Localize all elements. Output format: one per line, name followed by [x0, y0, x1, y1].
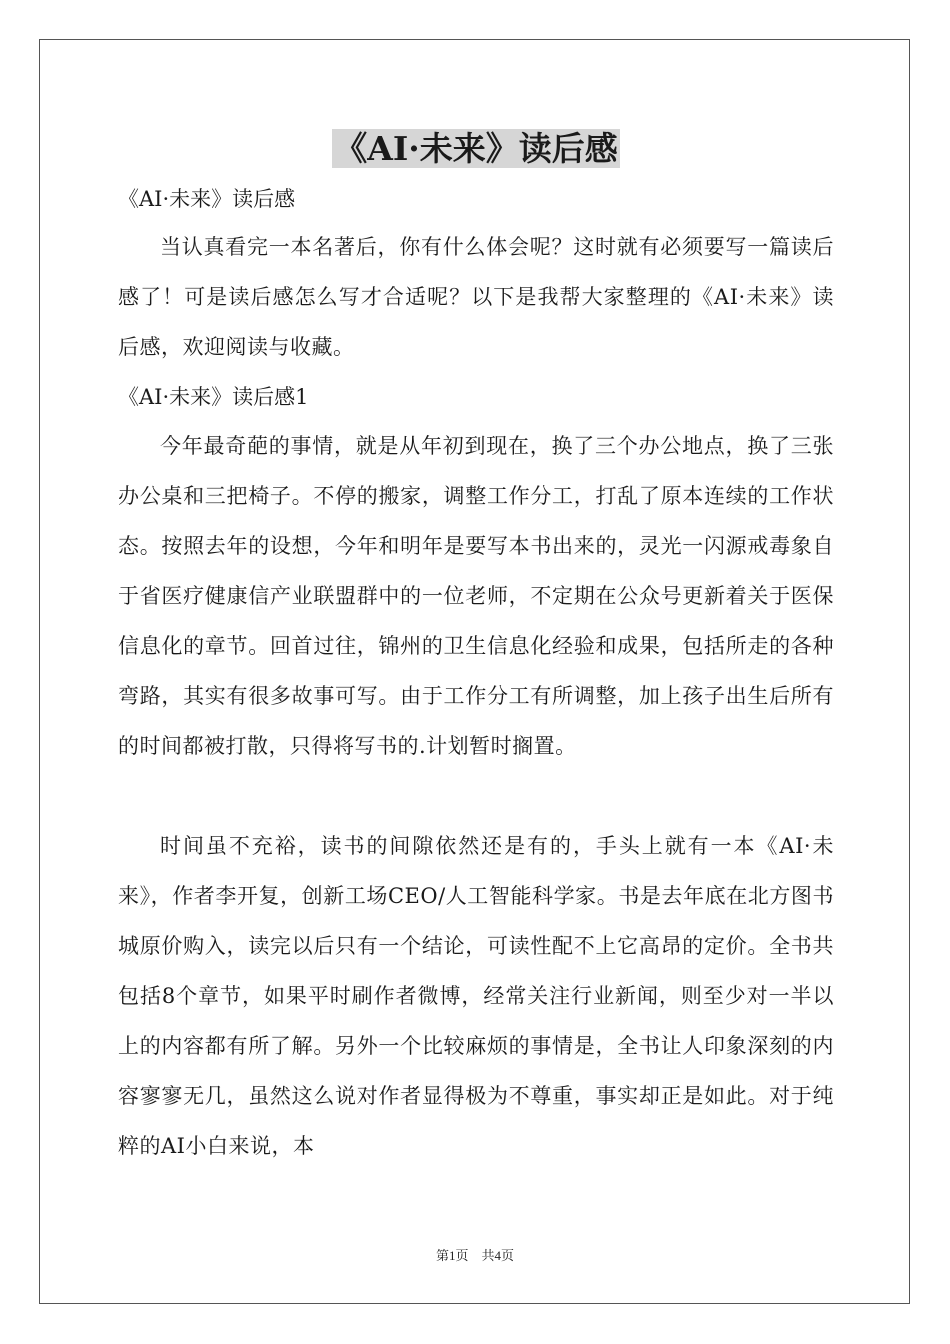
intro-paragraph: 当认真看完一本名著后，你有什么体会呢？这时就有必须要写一篇读后感了！可是读后感怎么写才合适呢？以下是我帮大家整理的《AI·未来》读后感，欢迎阅读与收藏。: [118, 235, 834, 359]
document-title: [118, 126, 834, 172]
body-paragraph-1: 今年最奇葩的事情，就是从年初到现在，换了三个办公地点，换了三张办公桌和三把椅子。不停的搬家，调整工作分工，打乱了原本连续的工作状态。按照去年的设想，今年和明年是要写本书出来的，灵光一闪源戒毒象自于省医疗健康信产业联盟群中的一位老师，不定期在公众号更新着关于医保信息化的章节。回首过往，锦州的卫生信息化经验和成果，包括所走的各种弯路，其实有很多故事可写。由于工作分工有所调整，加上孩子出生后所有的时间都被打散，只得将写书的.计划暂时搁置。: [118, 434, 834, 758]
body-paragraph-2: 时间虽不充裕，读书的间隙依然还是有的，手头上就有一本《AI·未来》，作者李开复，创新工场CEO/人工智能科学家。书是去年底在北方图书城原价购入，读完以后只有一个结论，可读性配不上它高昂的定价。全书共包括8个章节，如果平时刷作者微博，经常关注行业新闻，则至少对一半以上的内容都有所了解。另外一个比较麻烦的事情是，全书让人印象深刻的内容寥寥无几，虽然这么说对作者显得极为不尊重，事实却正是如此。对于纯粹的AI小白来说，本: [118, 834, 834, 1158]
document-title-text: 《AI·未来》读后感: [334, 129, 618, 168]
document-subtitle: 《AI·未来》读后感: [118, 187, 296, 211]
page-footer: 第1页 共4页: [435, 1248, 514, 1263]
section-heading: 《AI·未来》读后感1: [118, 385, 309, 409]
